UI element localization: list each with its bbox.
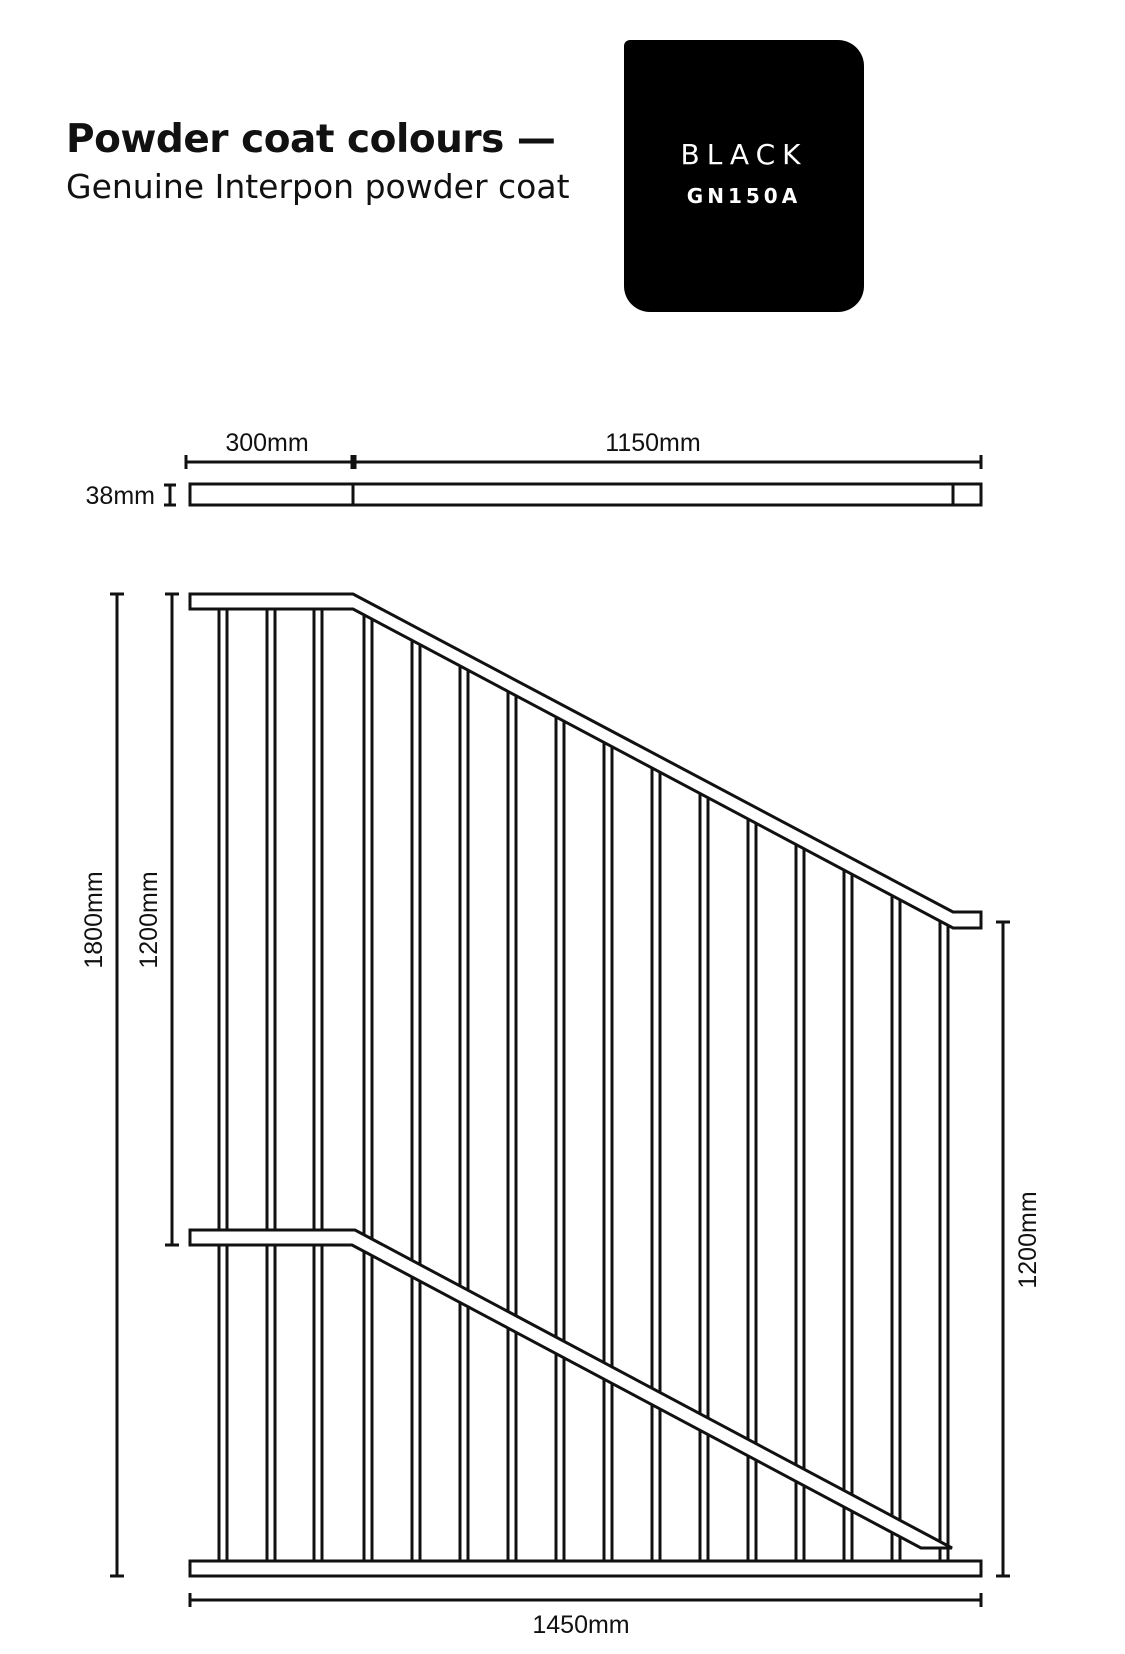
middle-rail <box>190 1230 952 1548</box>
right-height-dimension <box>996 922 1010 1576</box>
upper-height-label: 1200mm <box>135 871 163 969</box>
top-right-width-label: 1150mm <box>605 429 701 457</box>
total-width-dimension <box>190 1593 981 1607</box>
top-dimension-lines <box>186 455 981 469</box>
top-rail <box>190 594 981 928</box>
bottom-rail <box>190 1561 981 1576</box>
page-subtitle: Genuine Interpon powder coat <box>66 166 570 206</box>
swatch-code: GN150A <box>686 184 802 208</box>
upper-height-dimension <box>165 594 179 1245</box>
total-height-dimension <box>110 594 124 1576</box>
swatch-name: BLACK <box>680 138 808 171</box>
rail-thickness-label: 38mm <box>85 482 155 510</box>
total-width-label: 1450mm <box>532 1611 630 1639</box>
page-title: Powder coat colours — <box>66 117 556 162</box>
top-left-width-label: 300mm <box>225 429 309 457</box>
total-height-label: 1800mm <box>80 871 108 969</box>
rail-top-view <box>190 484 981 505</box>
pickets <box>219 609 948 1561</box>
thickness-dimension <box>164 485 176 505</box>
fence-panel <box>190 594 981 1576</box>
right-height-label: 1200mm <box>1014 1191 1042 1289</box>
